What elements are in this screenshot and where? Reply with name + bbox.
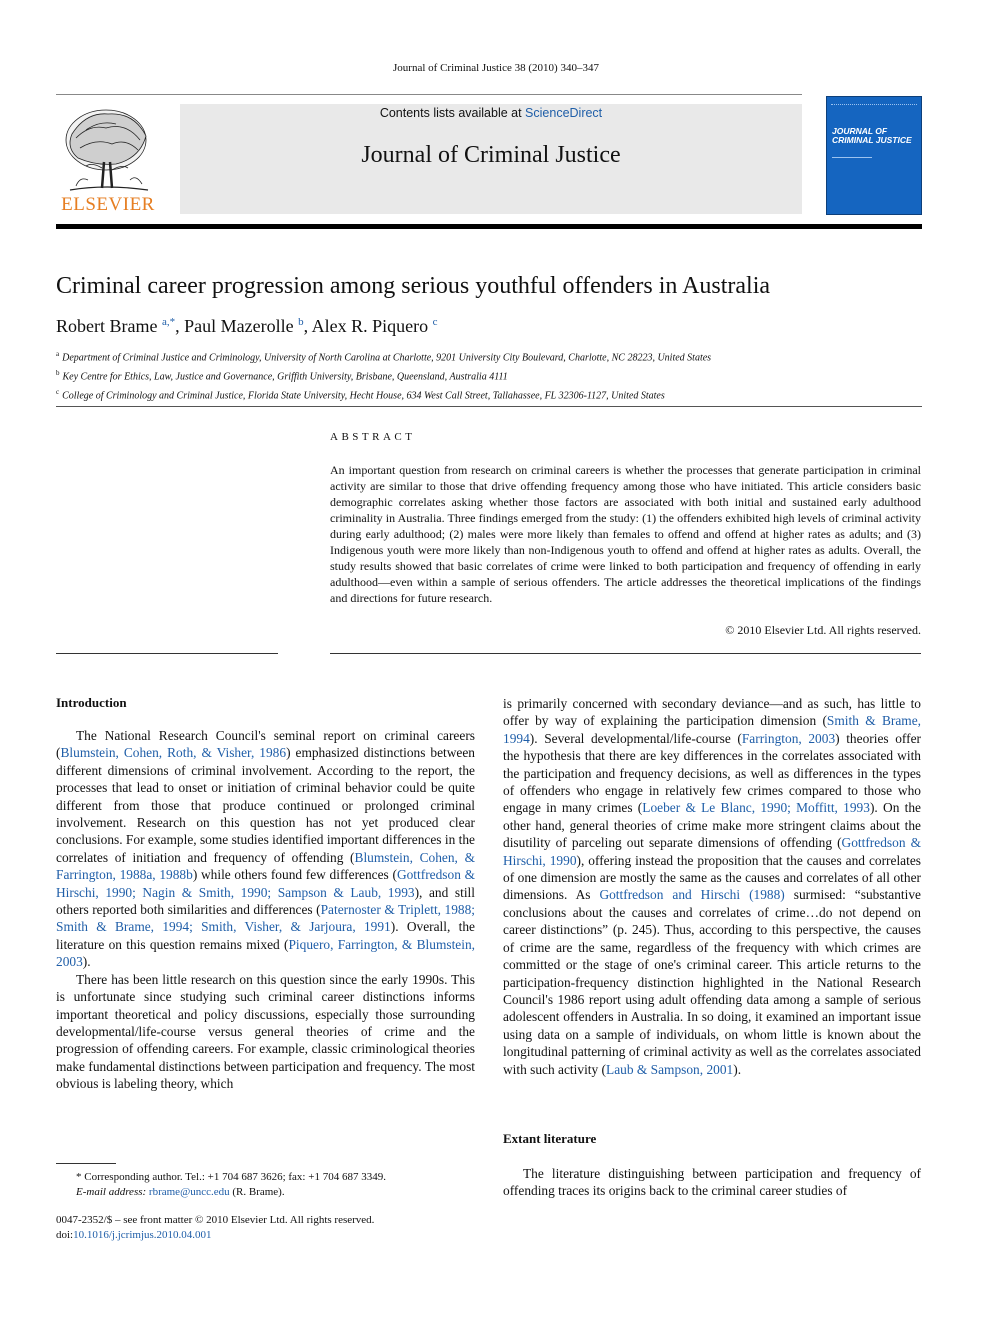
contents-line <box>180 106 802 120</box>
intro-paragraph-2 <box>56 971 475 1093</box>
affiliation-text: Key Centre for Ethics, Law, Justice and Governance, Griffith University, Brisbane, Queensland, Australia 4111 <box>62 371 508 383</box>
author-affiliation-mark[interactable]: b <box>298 316 304 328</box>
citation-link[interactable]: Paternoster & Triplett, 1988; Smith & Brame, 1994; Smith, Visher, & Jarjoura, 1991 <box>56 902 475 935</box>
author-name: Alex R. Piquero <box>311 316 433 336</box>
author-affiliation-mark[interactable]: a,* <box>161 316 176 328</box>
citation-link[interactable]: Smith & Brame, 1994 <box>503 713 921 746</box>
issn-block <box>56 1213 476 1243</box>
affiliation-text: College of Criminology and Criminal Justice, Florida State University, Hecht House, 634 West Call Street, Tallahassee, FL 32306-1127, United States <box>62 389 665 401</box>
footnotes <box>56 1170 476 1200</box>
author-name: Paul Mazerolle <box>184 316 299 336</box>
text-run: ) emphasized distinctions between different dimensions of criminal involvement. According to the report, the processes that lead to onset or initiation of criminal behavior could be quite different from those that produce continued or prolonged criminal involvement. Research on this question has not yet produced clear conclusions. For example, some studies identified important differences in the correlates of initiation and frequency of offending ( <box>56 745 476 865</box>
affiliation-mark: b <box>56 368 60 377</box>
text-run: ) theories offer the hypothesis that there are key differences in the correlates associated with the participation and frequency decisions, as well as differences in the types of offenders who engage in relatively few crimes compared to those who engage in many crimes ( <box>503 730 921 816</box>
journal-title: Journal of Criminal Justice <box>361 142 621 168</box>
affiliation-mark: a <box>56 350 60 358</box>
author-separator: , <box>175 316 185 336</box>
header-divider <box>56 94 802 95</box>
article-title: Criminal career progression among serious youthful offenders in Australia <box>56 273 771 299</box>
email-note <box>56 1185 476 1200</box>
corresponding-author-note: * Corresponding author. Tel.: +1 704 687 3626; fax: +1 704 687 3349. <box>76 1171 386 1183</box>
text-run: surmised: “substantive conclusions about the causes and correlates of crime…do not depend on career distinctions” (p. 245). Thus, according to this perspective, the causes of crime are the same, regardless of the frequency with which crimes are committed or the stage of one's criminal career. This article returns to the participation-frequency distinction highlighted in the National Research Council's 1986 report using adult offending data among a sample of serious adolescent offenders in Australia. In so doing, it examined an important issue using data on a sample of individuals, on whom little is known about the longitudinal patterning of criminal activity as well as the correlates associated with such activity ( <box>503 887 921 1077</box>
journal-banner <box>180 104 802 214</box>
citation-link[interactable]: Gottfredson & Hirschi, 1990; Nagin & Smith, 1990; Sampson & Laub, 1993 <box>56 867 476 900</box>
issn-line: 0047-2352/$ – see front matter © 2010 Elsevier Ltd. All rights reserved. <box>56 1214 375 1226</box>
citation-link[interactable]: Loeber & Le Blanc, 1990; Moffitt, 1993 <box>642 800 870 816</box>
extant-paragraph-1 <box>503 1165 921 1200</box>
text-run: ). On the other hand, general theories of crime make more stringent claims about the disutility of parceling out separate dimensions of offending ( <box>503 800 922 851</box>
extant-literature-heading: Extant literature <box>503 1131 597 1146</box>
text-run: The National Research Council's seminal report on criminal careers ( <box>56 728 475 761</box>
cover-title: JOURNAL OF CRIMINAL JUSTICE <box>832 126 912 145</box>
footnote-rule <box>56 1163 116 1164</box>
doi-link[interactable]: 10.1016/j.jcrimjus.2010.04.001 <box>73 1229 212 1241</box>
left-column <box>56 727 475 1093</box>
email-suffix: (R. Brame). <box>229 1186 285 1198</box>
affiliation-mark: c <box>56 387 60 396</box>
citation-link[interactable]: Gottfredson & Hirschi, 1990 <box>503 835 921 868</box>
citation-link[interactable]: Gottfredson and Hirschi (1988) <box>599 887 785 903</box>
author-name: Robert Brame <box>56 316 162 336</box>
citation-link[interactable]: Farrington, 2003 <box>741 730 836 746</box>
citation-link[interactable]: Piquero, Farrington, & Blumstein, 2003 <box>56 936 475 970</box>
extant-literature-section <box>503 1165 921 1200</box>
text-run: ). Several developmental/life-course ( <box>529 730 742 746</box>
intro-paragraph-continued <box>503 695 921 1078</box>
header-thick-rule <box>56 224 922 229</box>
author-list <box>56 316 438 337</box>
intro-paragraph-1 <box>56 727 475 971</box>
left-divider <box>56 653 278 654</box>
doi-prefix: doi: <box>56 1229 74 1241</box>
text-run: ) while others found few differences ( <box>192 867 397 883</box>
elsevier-wordmark: ELSEVIER <box>61 194 155 215</box>
text-run: ), and still others reported both similarities and differences ( <box>56 884 475 918</box>
text-run: is primarily concerned with secondary deviance—and as such, has little to offer by way of explaining the participation dimension ( <box>503 696 921 729</box>
text-run: ). <box>82 954 91 970</box>
citation-link[interactable]: Blumstein, Cohen, Roth, & Visher, 1986 <box>60 745 287 761</box>
text-run: ). <box>733 1061 742 1077</box>
abstract-heading: ABSTRACT <box>330 431 416 443</box>
affiliation-item <box>56 385 922 404</box>
email-label: E-mail address: <box>76 1186 149 1198</box>
journal-citation: Journal of Criminal Justice 38 (2010) 340–347 <box>393 62 599 74</box>
affiliations <box>56 347 922 403</box>
cover-divider <box>832 157 872 158</box>
affiliation-text: Department of Criminal Justice and Criminology, University of North Carolina at Charlotte, 9201 University City Boulevard, Charlotte, NC 28223, United States <box>62 352 712 364</box>
abstract-text: An important question from research on criminal careers is whether the processes that generate participation in criminal activity are similar to those that drive offending frequency among those who have initiated. This article considers basic demographic correlates asking whether those factors are associated with both initial and sustained early adulthood criminality in Australia. Three findings emerged from the study: (1) the offenders exhibited high levels of criminal activity during early adulthood; (2) males were more likely than females to offend and offend at higher rates as adults; and (3) Indigenous youth were more likely than non-Indigenous youth to offend and offend at higher rates as adults. Overall, the study results showed that basic correlates of crime were linked to both participation and frequency of offending in early adulthood—even within a sample of serious offenders. The article addresses the theoretical implications of the findings and directions for future research. <box>330 463 921 605</box>
abstract-copyright: © 2010 Elsevier Ltd. All rights reserved. <box>725 623 921 637</box>
citation-link[interactable]: Blumstein, Cohen, & Farrington, 1988a, 1988b <box>56 849 475 883</box>
journal-cover-image[interactable] <box>826 96 922 215</box>
text-run: The literature distinguishing between participation and frequency of offending traces its origins back to the criminal career studies of <box>503 1166 921 1199</box>
text-run: ), offering instead the proposition that the causes and correlates of one dimension are mostly the same as the causes and correlates of all other dimensions. As <box>503 852 921 903</box>
author-separator: , <box>303 316 312 336</box>
contents-prefix: Contents lists available at <box>379 106 526 120</box>
cover-header-strip <box>831 100 917 105</box>
doi-line <box>56 1228 476 1243</box>
introduction-heading: Introduction <box>56 695 127 710</box>
affiliation-item <box>56 347 922 366</box>
email-link[interactable]: rbrame@uncc.edu <box>148 1186 230 1198</box>
title-divider <box>56 406 922 407</box>
right-column <box>503 695 921 1078</box>
sciencedirect-link[interactable]: ScienceDirect <box>525 106 603 120</box>
affiliation-item <box>56 366 922 385</box>
elsevier-logo[interactable] <box>56 104 160 216</box>
text-run: ). Overall, the literature on this question remains mixed ( <box>56 919 475 952</box>
abstract-bottom-divider <box>330 653 921 654</box>
author-affiliation-mark[interactable]: c <box>432 316 438 328</box>
text-run: There has been little research on this question since the early 1990s. This is unfortunate since studying such criminal career distinctions informs important theoretical and policy discussions, especially those surrounding developmental/life-course versus general theories of crime and the progression of offending careers. For example, classic criminological theories make fundamental distinctions between participation and frequency. The most obvious is labeling theory, which <box>56 971 475 1092</box>
citation-link[interactable]: Laub & Sampson, 2001 <box>606 1061 734 1077</box>
